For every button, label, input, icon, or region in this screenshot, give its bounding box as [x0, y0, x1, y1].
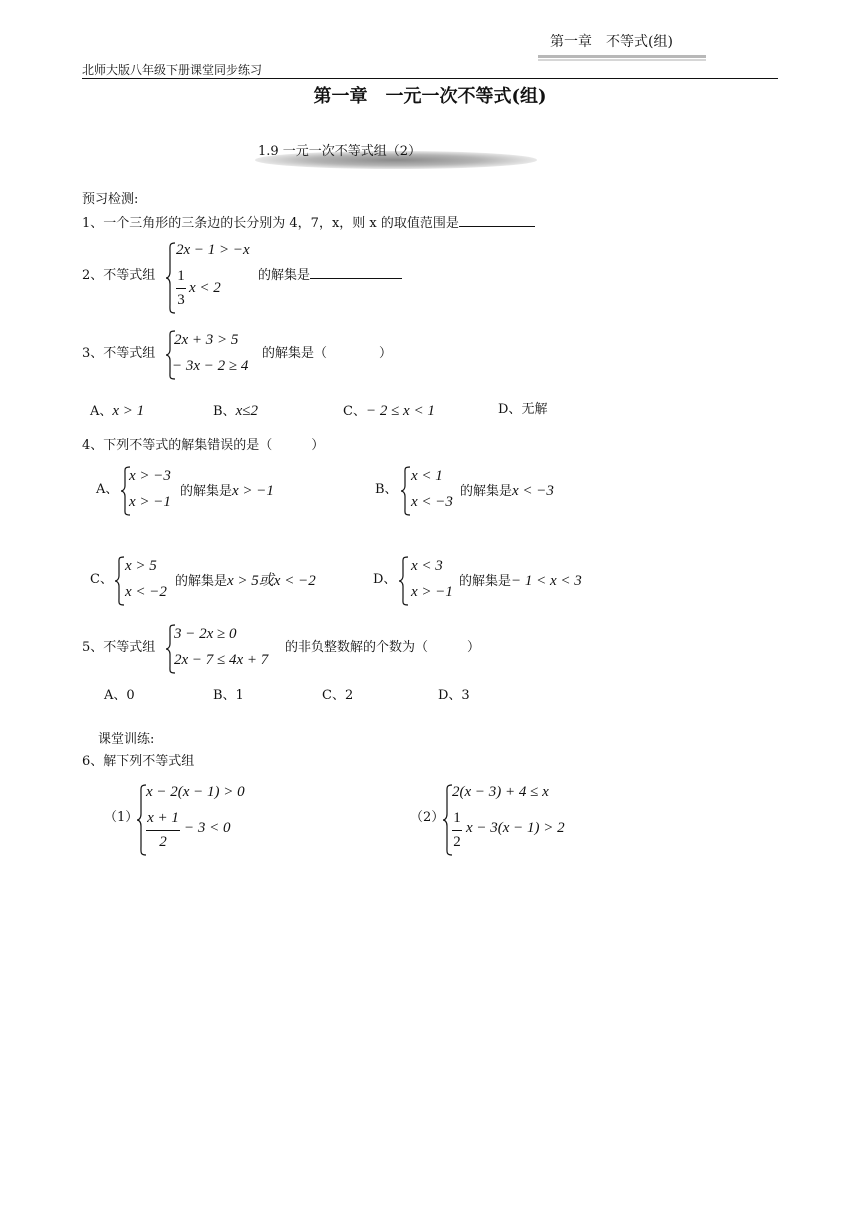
- question-5-eq2: 2x − 7 ≤ 4x + 7: [174, 652, 269, 668]
- header-rule: [82, 78, 778, 79]
- question-4-option-b-label: B、: [375, 482, 398, 497]
- fraction-numerator: x + 1: [147, 810, 179, 826]
- question-3-suffix: 的解集是（ ）: [262, 346, 393, 361]
- question-5-system: [165, 624, 285, 674]
- question-4-option-c-answer[interactable]: [175, 572, 316, 590]
- question-2-prefix: 2、不等式组: [82, 268, 156, 283]
- question-3-eq2: − 3x − 2 ≥ 4: [172, 358, 249, 374]
- question-3-option-c[interactable]: [343, 402, 435, 420]
- option-a-mid: 的解集是: [180, 484, 233, 499]
- question-1: [82, 216, 535, 232]
- question-2-fraction: [176, 268, 186, 314]
- question-5-prefix: 5、不等式组: [82, 640, 156, 655]
- question-6-part-1-system: [136, 784, 276, 856]
- question-5-option-c[interactable]: C、2: [322, 688, 354, 703]
- question-4-stem: 4、下列不等式的解集错误的是（ ）: [82, 438, 325, 453]
- question-4-option-b-answer[interactable]: [460, 482, 554, 500]
- question-2-suffix-text: 的解集是: [258, 268, 311, 283]
- question-4-option-c-system: [114, 556, 176, 606]
- fraction-bar: [176, 288, 186, 289]
- option-b-mid: 的解集是: [460, 484, 513, 499]
- option-label: D、: [498, 402, 522, 417]
- option-d-mid: 的解集是: [459, 574, 512, 589]
- option-c-ans: x > 5或x < −2: [227, 573, 316, 589]
- option-a-eq1: x > −3: [129, 468, 171, 484]
- option-value: x > 1: [112, 403, 145, 419]
- question-6-part-2-system: [442, 784, 602, 856]
- option-value: − 2 ≤ x < 1: [365, 403, 435, 419]
- section-label-classwork: 课堂训练:: [98, 732, 155, 747]
- page-title: 第一章 一元一次不等式(组): [313, 86, 547, 107]
- header-book-title: 北师大版八年级下册课堂同步练习: [82, 63, 263, 77]
- question-5-option-d[interactable]: D、3: [438, 688, 470, 703]
- question-6-stem: 6、解下列不等式组: [82, 754, 195, 769]
- question-3-prefix: 3、不等式组: [82, 346, 156, 361]
- option-d-eq2: x > −1: [411, 584, 453, 600]
- question-5-suffix: 的非负整数解的个数为（ ）: [285, 640, 481, 655]
- option-a-eq2: x > −1: [129, 494, 171, 510]
- question-5-option-a[interactable]: A、0: [104, 688, 135, 703]
- option-b-eq2: x < −3: [411, 494, 453, 510]
- question-6-part-2-label: （2）: [410, 810, 445, 825]
- question-3-eq1: 2x + 3 > 5: [174, 332, 239, 348]
- answer-blank-2[interactable]: [310, 278, 402, 279]
- option-value: x≤2: [235, 403, 258, 419]
- question-3-system: [165, 330, 265, 380]
- question-2-eq1: 2x − 1 > −x: [176, 242, 250, 258]
- option-value: 无解: [521, 402, 548, 417]
- left-brace-icon: [398, 556, 410, 606]
- fraction-denominator: 2: [453, 834, 461, 850]
- fraction-denominator: 2: [159, 834, 167, 850]
- option-a-ans: x > −1: [232, 483, 274, 499]
- question-1-text: 一个三角形的三条边的长分别为 4，7，x，则 x 的取值范围是: [103, 216, 459, 231]
- header-accent-bar: [538, 55, 706, 58]
- question-6-part-1-label: （1）: [104, 810, 139, 825]
- question-4-option-d-system: [398, 556, 460, 606]
- option-b-ans: x < −3: [512, 483, 554, 499]
- answer-blank-1[interactable]: [459, 226, 535, 227]
- header-accent-bar-light: [538, 59, 706, 61]
- question-6-1-eq1: x − 2(x − 1) > 0: [146, 784, 245, 800]
- fraction-bar: [146, 830, 180, 831]
- question-4-option-a-label: A、: [96, 482, 119, 497]
- subtitle: 1.9 一元一次不等式组（2）: [258, 144, 422, 159]
- option-label: A、: [90, 404, 113, 419]
- question-4-option-a-system: [120, 466, 180, 516]
- option-c-eq1: x > 5: [125, 558, 157, 574]
- question-4-option-c-label: C、: [90, 572, 113, 587]
- question-1-number: 1、: [82, 216, 104, 231]
- question-3-option-a[interactable]: [90, 402, 144, 420]
- option-b-eq1: x < 1: [411, 468, 443, 484]
- question-3-option-d[interactable]: [498, 402, 547, 418]
- question-2-system: [165, 242, 255, 314]
- header-chapter-title: 第一章 不等式(组): [550, 34, 673, 50]
- question-6-2-eq1: 2(x − 3) + 4 ≤ x: [452, 784, 549, 800]
- question-6-2-fraction: [452, 810, 462, 856]
- question-4-option-d-label: D、: [373, 572, 397, 587]
- question-6-1-fraction: [146, 810, 180, 856]
- question-3-option-b[interactable]: [213, 402, 258, 420]
- fraction-numerator: 1: [177, 268, 185, 284]
- option-d-ans: − 1 < x < 3: [511, 573, 582, 589]
- option-c-eq2: x < −2: [125, 584, 167, 600]
- section-label-preview: 预习检测:: [82, 192, 139, 207]
- question-4-option-a-answer[interactable]: [180, 482, 274, 500]
- question-5-eq1: 3 − 2x ≥ 0: [174, 626, 237, 642]
- question-2-eq2: x < 2: [189, 280, 221, 296]
- question-4-option-b-system: [400, 466, 460, 516]
- question-5-option-b[interactable]: B、1: [213, 688, 244, 703]
- fraction-numerator: 1: [453, 810, 461, 826]
- question-2-suffix: [258, 268, 402, 284]
- question-6-2-eq2: x − 3(x − 1) > 2: [466, 820, 565, 836]
- option-label: B、: [213, 404, 236, 419]
- option-c-mid: 的解集是: [175, 574, 228, 589]
- option-d-eq1: x < 3: [411, 558, 443, 574]
- question-4-option-d-answer[interactable]: [459, 572, 582, 590]
- option-label: C、: [343, 404, 366, 419]
- fraction-bar: [452, 830, 462, 831]
- question-6-1-eq2: − 3 < 0: [184, 820, 231, 836]
- fraction-denominator: 3: [177, 292, 185, 308]
